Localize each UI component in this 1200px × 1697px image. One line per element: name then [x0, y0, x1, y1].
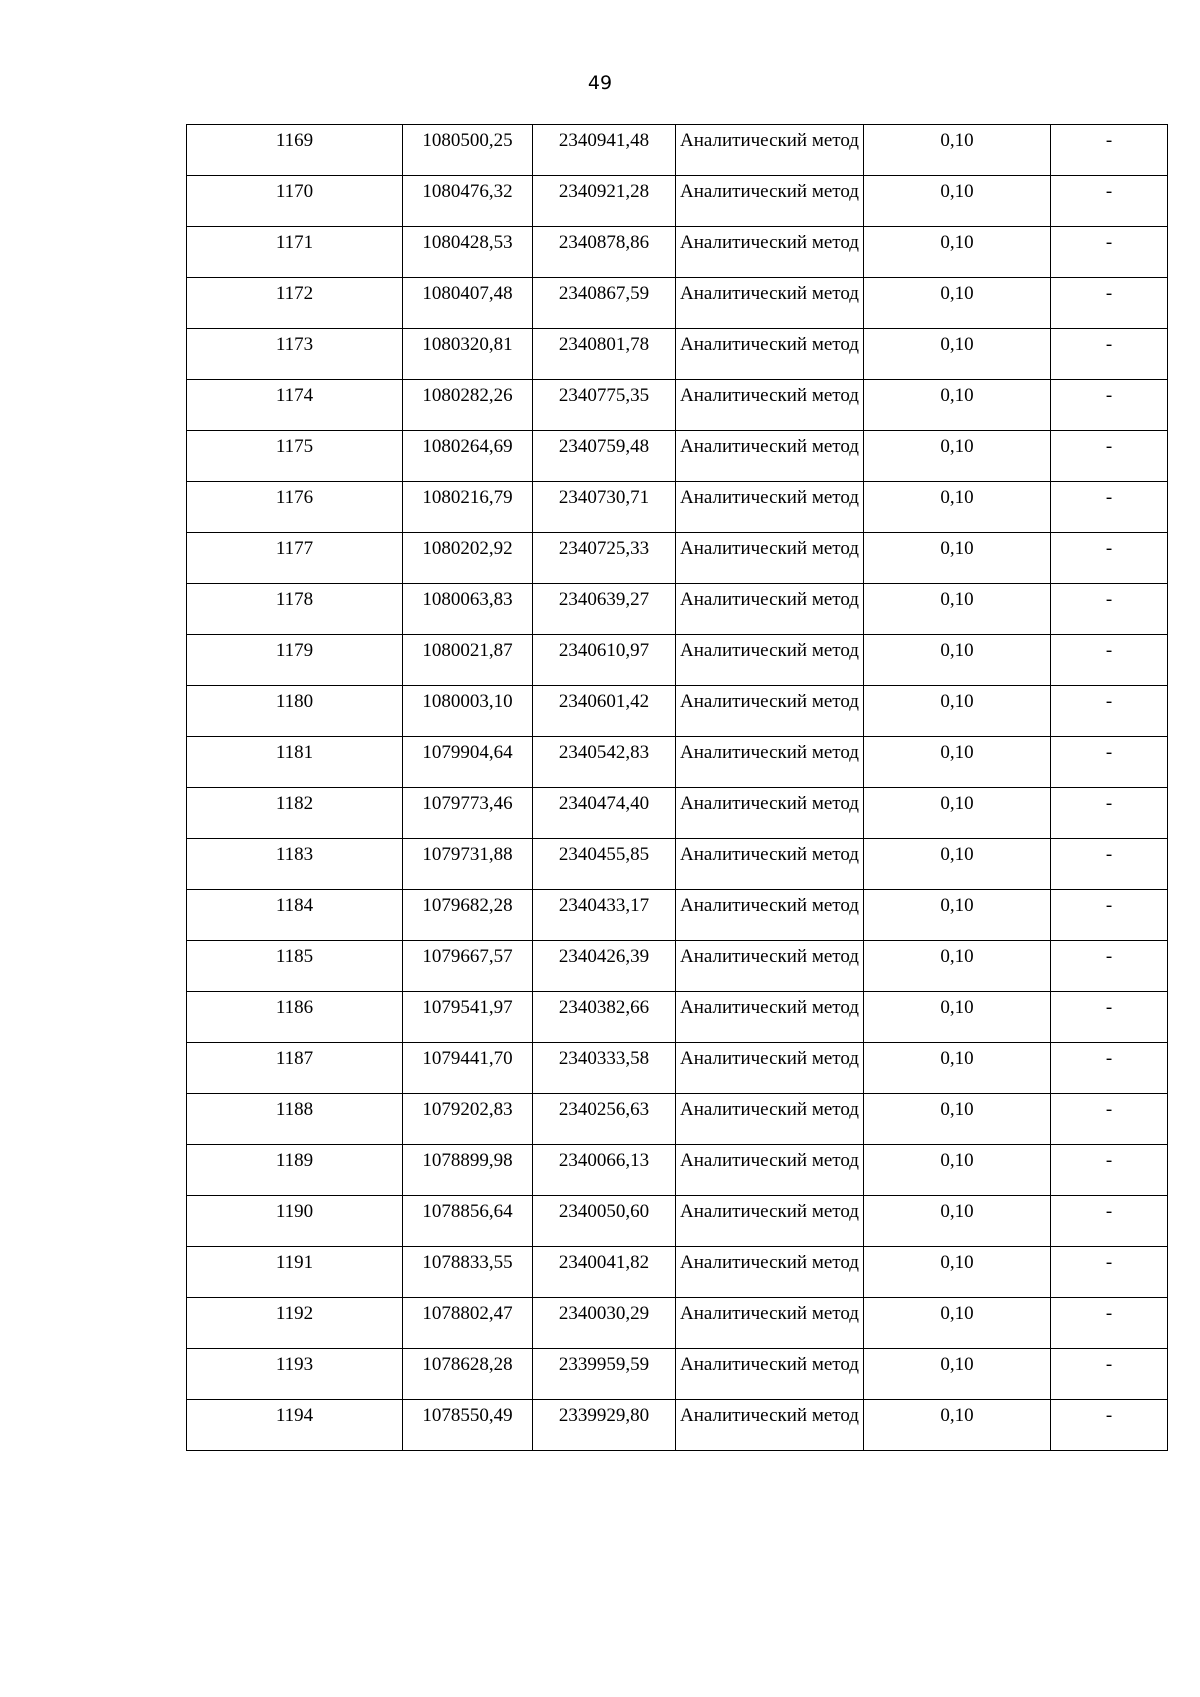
method-cell: Аналитический метод	[676, 839, 864, 890]
x-coordinate-cell: 1080500,25	[403, 125, 533, 176]
accuracy-cell: 0,10	[864, 431, 1051, 482]
y-coordinate-cell: 2340775,35	[533, 380, 676, 431]
accuracy-cell: 0,10	[864, 176, 1051, 227]
description-cell: -	[1051, 788, 1168, 839]
y-coordinate-cell: 2340050,60	[533, 1196, 676, 1247]
point-number-cell: 1182	[187, 788, 403, 839]
accuracy-cell: 0,10	[864, 1247, 1051, 1298]
y-coordinate-cell: 2340041,82	[533, 1247, 676, 1298]
x-coordinate-cell: 1078550,49	[403, 1400, 533, 1451]
x-coordinate-cell: 1079682,28	[403, 890, 533, 941]
point-number-cell: 1172	[187, 278, 403, 329]
x-coordinate-cell: 1079667,57	[403, 941, 533, 992]
x-coordinate-cell: 1079773,46	[403, 788, 533, 839]
accuracy-cell: 0,10	[864, 533, 1051, 584]
x-coordinate-cell: 1080021,87	[403, 635, 533, 686]
point-number-cell: 1190	[187, 1196, 403, 1247]
table-row	[187, 329, 1168, 380]
x-coordinate-cell: 1079731,88	[403, 839, 533, 890]
accuracy-cell: 0,10	[864, 227, 1051, 278]
description-cell: -	[1051, 1094, 1168, 1145]
description-cell: -	[1051, 1400, 1168, 1451]
table-row	[187, 839, 1168, 890]
method-cell: Аналитический метод	[676, 1247, 864, 1298]
x-coordinate-cell: 1080320,81	[403, 329, 533, 380]
table-row	[187, 992, 1168, 1043]
y-coordinate-cell: 2340474,40	[533, 788, 676, 839]
x-coordinate-cell: 1078802,47	[403, 1298, 533, 1349]
point-number-cell: 1176	[187, 482, 403, 533]
description-cell: -	[1051, 533, 1168, 584]
point-number-cell: 1174	[187, 380, 403, 431]
method-cell: Аналитический метод	[676, 227, 864, 278]
point-number-cell: 1181	[187, 737, 403, 788]
method-cell: Аналитический метод	[676, 737, 864, 788]
table-row	[187, 227, 1168, 278]
accuracy-cell: 0,10	[864, 1298, 1051, 1349]
method-cell: Аналитический метод	[676, 125, 864, 176]
point-number-cell: 1191	[187, 1247, 403, 1298]
y-coordinate-cell: 2340878,86	[533, 227, 676, 278]
table-row	[187, 890, 1168, 941]
table-row	[187, 1400, 1168, 1451]
accuracy-cell: 0,10	[864, 635, 1051, 686]
accuracy-cell: 0,10	[864, 278, 1051, 329]
x-coordinate-cell: 1080216,79	[403, 482, 533, 533]
table-row	[187, 1349, 1168, 1400]
y-coordinate-cell: 2340610,97	[533, 635, 676, 686]
y-coordinate-cell: 2339959,59	[533, 1349, 676, 1400]
method-cell: Аналитический метод	[676, 584, 864, 635]
table-row	[187, 1043, 1168, 1094]
x-coordinate-cell: 1080063,83	[403, 584, 533, 635]
method-cell: Аналитический метод	[676, 1094, 864, 1145]
page-number: 49	[587, 72, 613, 94]
description-cell: -	[1051, 737, 1168, 788]
table-row	[187, 635, 1168, 686]
method-cell: Аналитический метод	[676, 1298, 864, 1349]
accuracy-cell: 0,10	[864, 839, 1051, 890]
point-number-cell: 1186	[187, 992, 403, 1043]
point-number-cell: 1175	[187, 431, 403, 482]
x-coordinate-cell: 1080282,26	[403, 380, 533, 431]
x-coordinate-cell: 1080202,92	[403, 533, 533, 584]
accuracy-cell: 0,10	[864, 125, 1051, 176]
point-number-cell: 1187	[187, 1043, 403, 1094]
accuracy-cell: 0,10	[864, 1349, 1051, 1400]
accuracy-cell: 0,10	[864, 1145, 1051, 1196]
x-coordinate-cell: 1078856,64	[403, 1196, 533, 1247]
method-cell: Аналитический метод	[676, 176, 864, 227]
x-coordinate-cell: 1079541,97	[403, 992, 533, 1043]
accuracy-cell: 0,10	[864, 737, 1051, 788]
description-cell: -	[1051, 431, 1168, 482]
description-cell: -	[1051, 176, 1168, 227]
description-cell: -	[1051, 686, 1168, 737]
coordinates-table-body	[187, 125, 1168, 1451]
table-row	[187, 482, 1168, 533]
y-coordinate-cell: 2340921,28	[533, 176, 676, 227]
x-coordinate-cell: 1080003,10	[403, 686, 533, 737]
method-cell: Аналитический метод	[676, 1400, 864, 1451]
table-row	[187, 1145, 1168, 1196]
description-cell: -	[1051, 839, 1168, 890]
method-cell: Аналитический метод	[676, 686, 864, 737]
x-coordinate-cell: 1080476,32	[403, 176, 533, 227]
point-number-cell: 1185	[187, 941, 403, 992]
x-coordinate-cell: 1079202,83	[403, 1094, 533, 1145]
accuracy-cell: 0,10	[864, 1196, 1051, 1247]
method-cell: Аналитический метод	[676, 329, 864, 380]
description-cell: -	[1051, 227, 1168, 278]
accuracy-cell: 0,10	[864, 1400, 1051, 1451]
table-row	[187, 941, 1168, 992]
accuracy-cell: 0,10	[864, 380, 1051, 431]
description-cell: -	[1051, 1298, 1168, 1349]
accuracy-cell: 0,10	[864, 941, 1051, 992]
x-coordinate-cell: 1078628,28	[403, 1349, 533, 1400]
y-coordinate-cell: 2340941,48	[533, 125, 676, 176]
method-cell: Аналитический метод	[676, 788, 864, 839]
table-row	[187, 584, 1168, 635]
y-coordinate-cell: 2340639,27	[533, 584, 676, 635]
table-row	[187, 380, 1168, 431]
table-row	[187, 176, 1168, 227]
accuracy-cell: 0,10	[864, 482, 1051, 533]
point-number-cell: 1189	[187, 1145, 403, 1196]
x-coordinate-cell: 1080264,69	[403, 431, 533, 482]
x-coordinate-cell: 1080407,48	[403, 278, 533, 329]
method-cell: Аналитический метод	[676, 380, 864, 431]
method-cell: Аналитический метод	[676, 635, 864, 686]
table-row	[187, 278, 1168, 329]
description-cell: -	[1051, 635, 1168, 686]
method-cell: Аналитический метод	[676, 992, 864, 1043]
method-cell: Аналитический метод	[676, 1145, 864, 1196]
accuracy-cell: 0,10	[864, 992, 1051, 1043]
y-coordinate-cell: 2340759,48	[533, 431, 676, 482]
description-cell: -	[1051, 380, 1168, 431]
y-coordinate-cell: 2340867,59	[533, 278, 676, 329]
point-number-cell: 1170	[187, 176, 403, 227]
point-number-cell: 1173	[187, 329, 403, 380]
point-number-cell: 1192	[187, 1298, 403, 1349]
point-number-cell: 1179	[187, 635, 403, 686]
y-coordinate-cell: 2340730,71	[533, 482, 676, 533]
point-number-cell: 1178	[187, 584, 403, 635]
method-cell: Аналитический метод	[676, 1043, 864, 1094]
table-row	[187, 1196, 1168, 1247]
description-cell: -	[1051, 1043, 1168, 1094]
description-cell: -	[1051, 1247, 1168, 1298]
accuracy-cell: 0,10	[864, 584, 1051, 635]
point-number-cell: 1180	[187, 686, 403, 737]
method-cell: Аналитический метод	[676, 431, 864, 482]
point-number-cell: 1194	[187, 1400, 403, 1451]
point-number-cell: 1171	[187, 227, 403, 278]
description-cell: -	[1051, 584, 1168, 635]
y-coordinate-cell: 2340433,17	[533, 890, 676, 941]
description-cell: -	[1051, 482, 1168, 533]
accuracy-cell: 0,10	[864, 329, 1051, 380]
accuracy-cell: 0,10	[864, 890, 1051, 941]
y-coordinate-cell: 2339929,80	[533, 1400, 676, 1451]
table-row	[187, 533, 1168, 584]
point-number-cell: 1183	[187, 839, 403, 890]
y-coordinate-cell: 2340256,63	[533, 1094, 676, 1145]
method-cell: Аналитический метод	[676, 890, 864, 941]
y-coordinate-cell: 2340333,58	[533, 1043, 676, 1094]
y-coordinate-cell: 2340030,29	[533, 1298, 676, 1349]
x-coordinate-cell: 1078833,55	[403, 1247, 533, 1298]
coordinates-table	[186, 124, 1168, 1451]
y-coordinate-cell: 2340455,85	[533, 839, 676, 890]
description-cell: -	[1051, 329, 1168, 380]
method-cell: Аналитический метод	[676, 941, 864, 992]
method-cell: Аналитический метод	[676, 1349, 864, 1400]
table-row	[187, 737, 1168, 788]
point-number-cell: 1188	[187, 1094, 403, 1145]
table-row	[187, 431, 1168, 482]
point-number-cell: 1169	[187, 125, 403, 176]
table-row	[187, 1298, 1168, 1349]
table-row	[187, 125, 1168, 176]
x-coordinate-cell: 1079441,70	[403, 1043, 533, 1094]
x-coordinate-cell: 1079904,64	[403, 737, 533, 788]
point-number-cell: 1193	[187, 1349, 403, 1400]
accuracy-cell: 0,10	[864, 1094, 1051, 1145]
y-coordinate-cell: 2340725,33	[533, 533, 676, 584]
y-coordinate-cell: 2340382,66	[533, 992, 676, 1043]
accuracy-cell: 0,10	[864, 1043, 1051, 1094]
point-number-cell: 1177	[187, 533, 403, 584]
method-cell: Аналитический метод	[676, 533, 864, 584]
method-cell: Аналитический метод	[676, 278, 864, 329]
description-cell: -	[1051, 1145, 1168, 1196]
table-row	[187, 686, 1168, 737]
table-row	[187, 788, 1168, 839]
point-number-cell: 1184	[187, 890, 403, 941]
description-cell: -	[1051, 941, 1168, 992]
method-cell: Аналитический метод	[676, 482, 864, 533]
description-cell: -	[1051, 125, 1168, 176]
accuracy-cell: 0,10	[864, 788, 1051, 839]
accuracy-cell: 0,10	[864, 686, 1051, 737]
description-cell: -	[1051, 1349, 1168, 1400]
y-coordinate-cell: 2340542,83	[533, 737, 676, 788]
description-cell: -	[1051, 278, 1168, 329]
description-cell: -	[1051, 1196, 1168, 1247]
table-row	[187, 1094, 1168, 1145]
description-cell: -	[1051, 890, 1168, 941]
y-coordinate-cell: 2340601,42	[533, 686, 676, 737]
x-coordinate-cell: 1080428,53	[403, 227, 533, 278]
description-cell: -	[1051, 992, 1168, 1043]
y-coordinate-cell: 2340426,39	[533, 941, 676, 992]
method-cell: Аналитический метод	[676, 1196, 864, 1247]
table-row	[187, 1247, 1168, 1298]
x-coordinate-cell: 1078899,98	[403, 1145, 533, 1196]
y-coordinate-cell: 2340801,78	[533, 329, 676, 380]
y-coordinate-cell: 2340066,13	[533, 1145, 676, 1196]
